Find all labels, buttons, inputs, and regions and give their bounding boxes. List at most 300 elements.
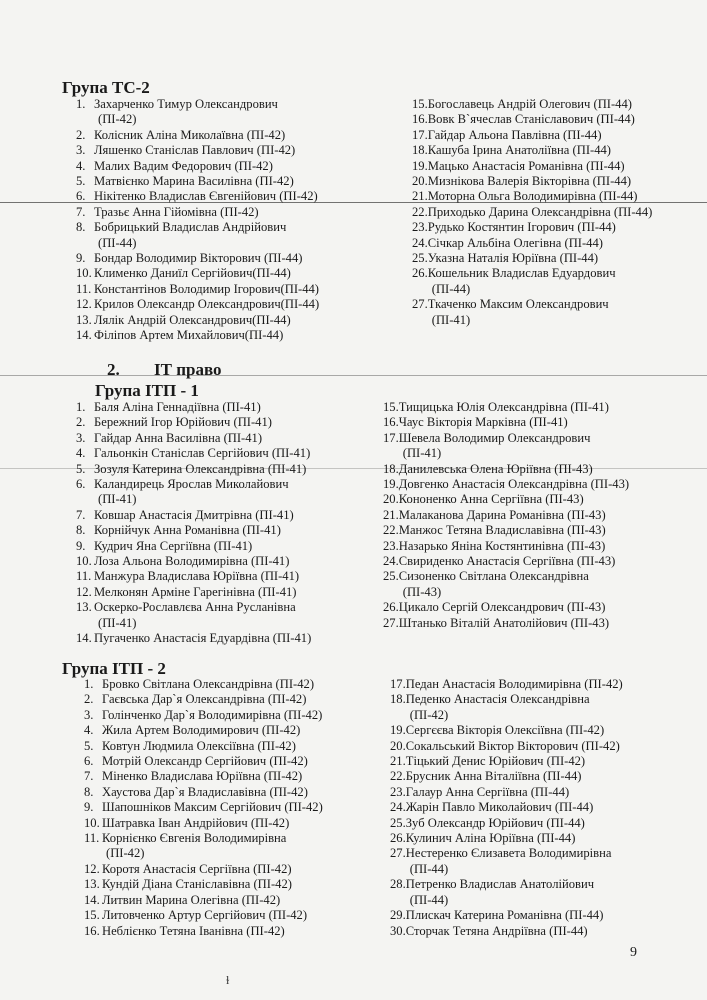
student-group-code: (ПІ-44) [409,892,449,907]
student-name [428,128,702,143]
student-name [94,159,376,174]
item-number: 3. [84,707,94,722]
student-name-line: Неблієнко Тетяна Іванівна (ПІ-42) [102,923,285,938]
item-number: 20. [383,492,399,507]
student-name [94,415,376,430]
student-name-line: Кудрич Яна Сергіївна (ПІ-41) [94,538,253,553]
list-item [383,462,683,477]
student-name [94,400,376,415]
list-item [76,313,376,328]
list-item [84,785,384,800]
student-name-line: Пугаченко Анастасія Едуардівна (ПІ-41) [94,631,312,646]
student-group-code: (ПІ-42) [98,112,137,127]
item-number: 10. [76,266,92,281]
item-number: 15. [412,97,428,111]
student-name [406,677,695,692]
student-name [428,266,702,297]
list-item [76,251,376,266]
item-number: 22. [412,204,428,219]
student-name [102,877,384,892]
student-name-line: Ткаченко Максим Олександрович [427,297,609,312]
item-number: 19. [383,477,399,492]
student-name-line: Жила Артем Володимирович (ПІ-42) [102,723,301,738]
list-item [76,585,376,600]
list-item [383,554,683,569]
student-name-line: Колісник Аліна Миколаївна (ПІ-42) [94,127,286,142]
item-number: 21. [383,507,399,522]
item-number: 17. [390,677,406,691]
student-name [102,893,384,908]
item-number: 12. [76,297,92,312]
student-name [399,508,683,523]
student-name-line: Філіпов Артем Михайлович(ПІ-44) [94,328,284,343]
student-name [94,600,376,631]
list-item [76,600,376,631]
item-number: 14. [76,328,92,343]
student-name [102,708,384,723]
student-name-line: Гайдар Анна Василівна (ПІ-41) [94,430,263,445]
list-item [84,862,384,877]
list-item [76,446,376,461]
list-item [390,924,695,939]
student-name [94,569,376,584]
item-number: 9. [84,800,94,815]
student-name-line: Лялік Андрій Олександрович(ПІ-44) [94,312,291,327]
student-name-line: Жарін Павло Миколайович (ПІ-44) [405,800,594,815]
list-item [84,924,384,939]
item-number: 21. [390,754,406,769]
student-name-line: Бобрицький Владислав Андрійович [94,220,287,235]
item-number: 28. [390,877,406,892]
list-item [76,554,376,569]
student-name [94,205,376,220]
student-name [406,846,695,877]
list-item [76,266,376,281]
student-name-line: Корнієнко Євгенія Володимирівна [102,831,287,846]
student-name [406,816,695,831]
student-name-line: Міненко Владислава Юріївна (ПІ-42) [102,769,303,784]
student-name-line: Манжура Владислава Юріївна (ПІ-41) [94,569,300,584]
item-number: 22. [390,769,406,784]
student-name-line: Константінов Володимир Ігорович(ПІ-44) [94,281,319,296]
list-item [84,877,384,892]
section-title: ІТ право [154,360,222,379]
item-number: 23. [390,784,406,799]
student-name [94,328,376,343]
item-number: 23. [383,538,399,553]
item-number: 11. [76,569,92,584]
list-item [84,754,384,769]
student-name-line: Сергєєва Вікторія Олексіївна (ПІ-42) [405,723,605,738]
student-name [94,143,376,158]
student-name-line: Лоза Альона Володимирівна (ПІ-41) [94,554,290,569]
student-name [102,769,384,784]
list-item [412,174,702,189]
item-number: 26. [390,831,406,846]
item-number: 12. [76,584,92,599]
list-item [390,908,695,923]
student-name [406,877,695,908]
item-number: 3. [76,430,86,445]
student-name-line: Кундій Діана Станіславівна (ПІ-42) [102,877,292,892]
student-name-line: Шапошніков Максим Сергійович (ПІ-42) [102,800,323,815]
student-name [428,297,702,328]
item-number: 8. [84,784,94,799]
student-name [94,523,376,538]
student-name [399,554,683,569]
list-item [383,492,683,507]
item-number: 17. [412,127,428,142]
student-name-line: Зозуля Катерина Олександрівна (ПІ-41) [94,461,307,476]
list-item [76,523,376,538]
page-number: 9 [630,945,637,960]
item-number: 24. [390,800,406,815]
item-number: 25. [383,569,399,584]
item-number: 18. [390,692,406,707]
item-number: 10. [76,554,92,569]
student-name-line: Зуб Олександр Юрійович (ПІ-44) [405,815,585,830]
item-number: 26. [383,600,399,615]
item-number: 1. [84,677,94,691]
student-name-line: Моторна Ольга Володимирівна (ПІ-44) [427,189,638,204]
list-item [76,400,376,415]
ink-mark: ɫ [226,973,230,987]
student-name [102,677,384,692]
list-item [383,431,683,462]
list-item [412,97,702,112]
student-name-line: Корнійчук Анна Романівна (ПІ-41) [94,523,281,538]
student-name [102,723,384,738]
student-name [94,220,376,251]
student-name-line: Січкар Альбіна Олегівна (ПІ-44) [427,235,603,250]
student-name-line: Бондар Володимир Вікторович (ПІ-44) [94,251,303,266]
student-name-line: Ковшар Анастасія Дмитрівна (ПІ-41) [94,507,294,522]
list-item [383,600,683,615]
student-name [399,400,683,415]
student-name-line: Указна Наталія Юріївна (ПІ-44) [427,251,599,266]
item-number: 27. [383,615,399,630]
list-item [76,415,376,430]
student-name-line: Довгенко Анастасія Олександрівна (ПІ-43) [398,477,630,492]
item-number: 8. [76,523,86,538]
student-name-line: Крилов Олександр Олександрович(ПІ-44) [94,297,320,312]
student-name-line: Хаустова Дар`я Владиславівна (ПІ-42) [102,784,308,799]
student-name-line: Гайдар Альона Павлівна (ПІ-44) [427,127,602,142]
list-item [84,723,384,738]
student-name [399,431,683,462]
list-item [84,739,384,754]
student-name [94,313,376,328]
list-item [84,893,384,908]
student-name-line: Ковтун Людмила Олексіївна (ПІ-42) [102,738,296,753]
item-number: 18. [383,461,399,476]
list-item [84,769,384,784]
student-name-line: Гаєвська Дар`я Олександрівна (ПІ-42) [102,692,307,707]
student-name-line: Плискач Катерина Романівна (ПІ-44) [405,908,604,923]
list-item [390,785,695,800]
student-name-line: Манжос Тетяна Владиславівна (ПІ-43) [398,523,606,538]
item-number: 19. [412,158,428,173]
list-item [390,692,695,723]
student-name [399,462,683,477]
student-list-left [76,400,376,647]
list-item [390,800,695,815]
list-item [76,431,376,446]
student-name-line: Мелконян Арміне Гарегінівна (ПІ-41) [94,584,297,599]
student-name [406,739,695,754]
student-name-line: Кононенко Анна Сергіївна (ПІ-43) [398,492,584,507]
item-number: 25. [412,251,428,266]
item-number: 10. [84,815,100,830]
item-number: 12. [84,861,100,876]
student-name [399,492,683,507]
section-heading [107,360,222,380]
student-name-line: Баля Аліна Геннадіївна (ПІ-41) [94,400,261,414]
student-name [399,477,683,492]
student-group-code: (ПІ-41) [431,312,471,327]
student-group-code: (ПІ-42) [106,846,145,861]
list-item [412,189,702,204]
student-name-line: Сизоненко Світлана Олександрівна [398,569,589,584]
list-item [390,846,695,877]
student-name [406,785,695,800]
student-group-code: (ПІ-44) [431,281,471,296]
student-group-code: (ПІ-44) [98,235,137,250]
student-name-line: Кашуба Ірина Анатоліївна (ПІ-44) [427,143,611,158]
student-name-line: Штанько Віталій Анатолійович (ПІ-43) [398,615,610,630]
list-item [84,692,384,707]
item-number: 11. [76,281,92,296]
student-name [428,251,702,266]
student-name [406,908,695,923]
student-name [94,462,376,477]
list-item [383,569,683,600]
list-item [412,143,702,158]
list-item [76,462,376,477]
item-number: 16. [84,923,100,938]
item-number: 19. [390,723,406,738]
list-item [76,328,376,343]
list-item [76,631,376,646]
student-name [428,236,702,251]
group-title: Група ІТП - 2 [62,659,166,678]
student-name [102,816,384,831]
student-name [428,174,702,189]
list-item [76,205,376,220]
list-item [383,616,683,631]
student-name-line: Богославець Андрій Олегович (ПІ-44) [427,97,632,111]
list-item [390,769,695,784]
list-item [383,400,683,415]
student-name-line: Матвієнко Марина Василівна (ПІ-42) [94,174,294,189]
item-number: 7. [76,507,86,522]
student-name [399,539,683,554]
item-number: 18. [412,143,428,158]
item-number: 1. [76,97,86,111]
item-number: 25. [390,815,406,830]
student-name [102,831,384,862]
student-name [406,800,695,815]
item-number: 15. [84,908,100,923]
student-name [428,143,702,158]
list-item [412,220,702,235]
list-item [412,159,702,174]
student-group-code: (ПІ-42) [409,707,449,722]
list-item [390,877,695,908]
student-name [94,97,376,128]
item-number: 24. [412,235,428,250]
student-name [94,251,376,266]
item-number: 8. [76,220,86,235]
student-name-line: Бережний Ігор Юрійович (ПІ-41) [94,415,272,430]
student-name-line: Нестеренко Єлизавета Володимирівна [405,846,612,861]
student-name-line: Кулинич Аліна Юріївна (ПІ-44) [405,831,576,846]
item-number: 11. [84,831,100,846]
student-list-left [84,677,384,939]
item-number: 9. [76,538,86,553]
student-name [102,800,384,815]
list-item [84,908,384,923]
item-number: 1. [76,400,86,414]
student-name [406,769,695,784]
item-number: 15. [383,400,399,414]
student-name [102,739,384,754]
item-number: 20. [390,738,406,753]
student-name [399,616,683,631]
student-name-line: Тищицька Юлія Олександрівна (ПІ-41) [398,400,609,414]
item-number: 26. [412,266,428,281]
item-number: 4. [76,158,86,173]
list-item [76,508,376,523]
student-name-line: Мотрій Олександр Сергійович (ПІ-42) [102,754,308,769]
student-name-line: Литовченко Артур Сергійович (ПІ-42) [102,908,308,923]
student-name-line: Петренко Владислав Анатолійович [405,877,595,892]
student-name-line: Гальонкін Станіслав Сергійович (ПІ-41) [94,446,311,461]
list-item [390,677,695,692]
list-item [76,128,376,143]
item-number: 27. [390,846,406,861]
student-name [94,539,376,554]
list-item [76,539,376,554]
student-name [94,585,376,600]
item-number: 30. [390,923,406,938]
group-title: Група ТС-2 [62,78,150,97]
student-name-line: Назарько Яніна Костянтинівна (ПІ-43) [398,538,606,553]
student-name [94,128,376,143]
student-name [94,631,376,646]
student-name-line: Бровко Світлана Олександрівна (ПІ-42) [102,677,315,691]
student-name-line: Тразьє Анна Гійомівна (ПІ-42) [94,204,259,219]
list-item [390,739,695,754]
section-number: 2. [107,360,120,379]
item-number: 2. [84,692,94,707]
student-name-line: Данилевська Олена Юріївна (ПІ-43) [398,461,593,476]
student-name-line: Тіцький Денис Юрійович (ПІ-42) [405,754,586,769]
student-name-line: Педан Анастасія Володимирівна (ПІ-42) [405,677,623,691]
item-number: 17. [383,430,399,445]
student-name-line: Малих Вадим Федорович (ПІ-42) [94,158,273,173]
list-item [383,477,683,492]
student-name-line: Мизнікова Валерія Вікторівна (ПІ-44) [427,174,632,189]
student-name [102,692,384,707]
item-number: 5. [84,738,94,753]
student-name [399,415,683,430]
item-number: 14. [84,892,100,907]
student-name [102,862,384,877]
student-name [428,159,702,174]
list-item [76,143,376,158]
item-number: 16. [383,415,399,430]
item-number: 6. [84,754,94,769]
list-item [412,251,702,266]
student-name-line: Малаканова Дарина Романівна (ПІ-43) [398,507,606,522]
item-number: 14. [76,631,92,646]
student-name [406,924,695,939]
list-item [84,800,384,815]
item-number: 2. [76,415,86,430]
list-item [76,174,376,189]
student-name-line: Вовк В`ячеслав Станіславович (ПІ-44) [427,112,635,127]
student-name [428,220,702,235]
student-name [428,205,702,220]
list-item [76,282,376,297]
item-number: 4. [84,723,94,738]
list-item [412,297,702,328]
student-name-line: Шатравка Іван Андрійович (ПІ-42) [102,815,290,830]
student-group-code: (ПІ-43) [402,584,442,599]
student-name [406,692,695,723]
student-name [94,554,376,569]
list-item [76,220,376,251]
student-name-line: Ляшенко Станіслав Павлович (ПІ-42) [94,143,296,158]
student-list-left [76,97,376,344]
list-item [383,508,683,523]
student-name [406,723,695,738]
student-name [102,754,384,769]
student-name [399,569,683,600]
student-group-code: (ПІ-41) [98,492,137,507]
item-number: 3. [76,143,86,158]
list-item [76,297,376,312]
student-name [399,600,683,615]
student-name [102,785,384,800]
student-name-line: Захарченко Тимур Олександрович [94,97,278,111]
student-name-line: Кошельник Владислав Едуардович [427,266,616,281]
list-item [84,831,384,862]
group-title: Група ІТП - 1 [95,381,199,400]
student-name [94,508,376,523]
student-name [102,924,384,939]
student-name [94,446,376,461]
student-name-line: Сокальський Віктор Вікторович (ПІ-42) [405,738,620,753]
list-item [390,723,695,738]
student-name-line: Педенко Анастасія Олександрівна [405,692,590,707]
item-number: 24. [383,554,399,569]
student-name [94,297,376,312]
item-number: 5. [76,461,86,476]
student-list-right [390,677,695,939]
list-item [383,415,683,430]
student-name [428,97,702,112]
list-item [390,831,695,846]
item-number: 7. [84,769,94,784]
item-number: 7. [76,204,86,219]
student-name-line: Каландирець Ярослав Миколайович [94,477,289,492]
list-item [412,205,702,220]
item-number: 2. [76,127,86,142]
list-item [412,112,702,127]
student-group-code: (ПІ-44) [409,861,449,876]
